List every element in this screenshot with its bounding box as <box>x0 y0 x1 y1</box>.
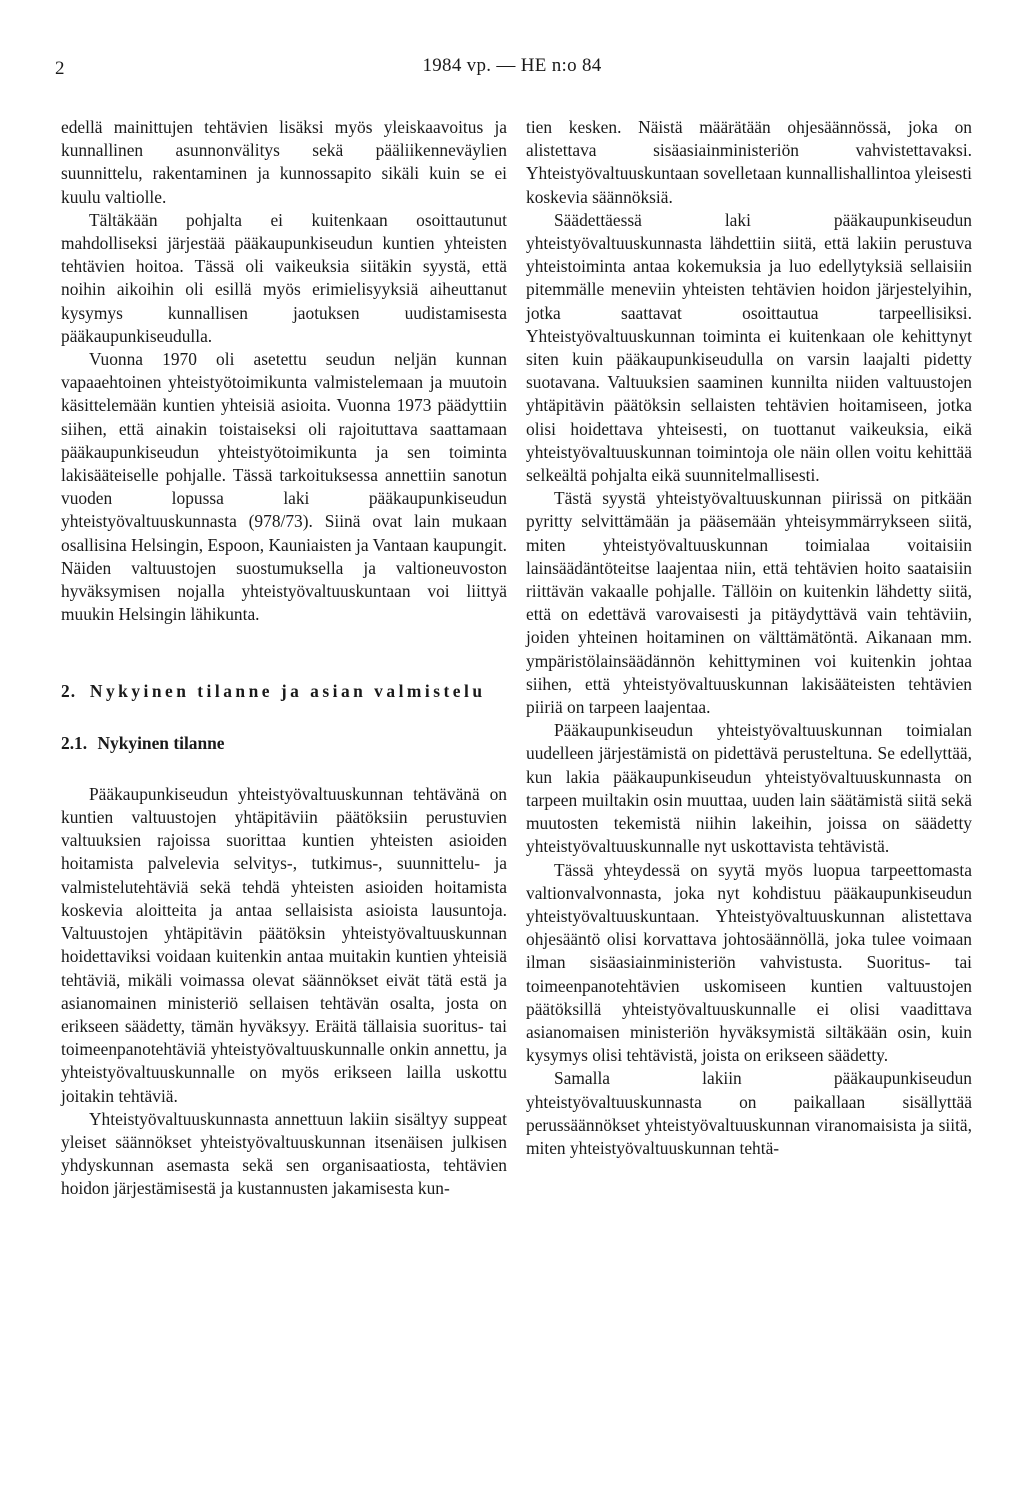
paragraph: tien kesken. Näistä määrätään ohjesäännössä, joka on alistettava sisäasiainministeriön vahvistettavaksi. Yhteistyövaltuuskuntaan sovelletaan kunnallishallintoa yleisesti koskevia säännöksiä. <box>526 117 972 207</box>
paragraph: Säädettäessä laki pääkaupunkiseudun yhteistyövaltuuskunnasta lähdettiin siitä, että lakiin perustuva yhteistoiminta antaa kokemuksia ja luo edellytyksiä sellaisiin pitemmälle meneviin yhteisten tehtävien hoidon järjestelyihin, jotka saattavat osoittautua tarpeellisiksi. Yhteistyövaltuuskunnan toiminta ei kuitenkaan ole kehittynyt siten kuin pääkaupunkiseudulla on varsin laajalti pidetty suotavana. Valtuuksien saaminen kunnilta niiden valtuustojen yhtäpitävin päätöksin sellaisten tehtävien hoitamiseen, jotka olisi hoidettava yhteisesti, on tuottanut vaikeuksia, eikä yhteistyövaltuuskunnan toimintoja ole näin ollen voitu kehittää selkeältä pohjalta eikä suunnitelmallisesti. <box>526 209 972 486</box>
paragraph: Tästä syystä yhteistyövaltuuskunnan piirissä on pitkään pyritty selvittämään ja pääsemään yhteisymmärrykseen siitä, miten yhteistyövaltuuskunnan toimialaa voitaisiin lainsäädäntöteitse laajentaa niin, että tehtävien hoito saataisiin riittävän vakaalle pohjalle. Tällöin on kuitenkin lähdetty siitä, että on edettävä varovaisesti ja pitäydyttävä vain tehtäviin, joiden yhteinen hoitaminen on välttämätöntä. Aikanaan mm. ympäristölainsäädännön kehittyminen voi kuitenkin johtaa siihen, että yhteistyövaltuuskunnan lakisääteisten tehtävien piiriä on tarpeen laajentaa. <box>526 488 972 718</box>
paragraph: Vuonna 1970 oli asetettu seudun neljän kunnan vapaaehtoinen yhteistyötoimikunta valmistelemaan ja muutoin käsittelemään kuntien yhteisiä asioita. Vuonna 1973 päädyttiin siihen, että ainakin toistaiseksi oli rajoituttava saattamaan pääkaupunkiseudun yhteistyötoimikunta ja sen toiminta lakisääteiselle pohjalle. Tässä tarkoituksessa annettiin sanotun vuoden lopussa laki pääkaupunkiseudun yhteistyövaltuuskunnasta (978/73). Siinä ovat lain mukaan osallisina Helsingin, Espoon, Kauniaisten ja Vantaan kaupungit. Näiden valtuustojen suostumuksella ja valtioneuvoston hyväksymisen nojalla yhteistyövaltuuskuntaan voi liittyä muukin Helsingin lähikunta. <box>61 349 507 625</box>
section-title: Nykyinen tilanne ja asian valmistelu <box>89 681 486 702</box>
paragraph: Pääkaupunkiseudun yhteistyövaltuuskunnan toimialan uudelleen järjestämistä on pidettävä perusteltuna. Se edellyttää, kun lakia pääkaupunkiseudun yhteistyövaltuuskunnasta on tarpeen muiltakin osin muuttaa, uuden lain säätämistä siitä sekä muutosten tekemistä niihin lakeihin, joissa on säädetty yhteistyövaltuuskunnalle nyt uskottavista tehtävistä. <box>526 720 972 857</box>
subsection-number: 2.1. <box>61 732 88 753</box>
paragraph: Samalla lakiin pääkaupunkiseudun yhteistyövaltuuskunnasta on paikallaan sisällyttää perussäännökset yhteistyövaltuuskunnan viranomaisista ja siitä, miten yhteistyövaltuuskunnan tehtä- <box>526 1068 972 1158</box>
paragraph: edellä mainittujen tehtävien lisäksi myös yleiskaavoitus ja kunnallinen asunnonvälitys sekä pääliikenneväylien suunnittelu, rakentaminen ja kunnossapito sikäli kuin se ei kuulu valtiolle. <box>61 117 507 207</box>
paragraph: Tässä yhteydessä on syytä myös luopua tarpeettomasta valtionvalvonnasta, joka nyt kohdistuu pääkaupunkiseudun yhteistyövaltuuskuntaan. Yhteistyövaltuuskunnan alistettava ohjesääntö olisi korvattava johtosäännöllä, joka tulee voimaan ilman sisäasiainministeriön vahvistusta. Suoritus- tai toimeenpanotehtävien uskomiseen kuntien valtuustojen päätöksillä yhteistyövaltuuskunnalle ei olisi vaadittava asianomaisen ministeriön hyväksymistä siltäkään osin, kuin kysymys olisi tehtävistä, joista on erikseen säädetty. <box>526 859 972 1066</box>
right-column <box>526 116 972 1160</box>
subsection-heading <box>61 732 507 755</box>
section-heading <box>61 680 507 703</box>
subsection-title: Nykyinen tilanne <box>97 732 225 753</box>
page-number: 2 <box>55 58 65 79</box>
paragraph: Yhteistyövaltuuskunnasta annettuun lakiin sisältyy suppeat yleiset säännökset yhteistyövaltuuskunnan itsenäisen julkisen yhdyskunnan asemasta sekä sen organisaatiosta, tehtävien hoidon järjestämisestä ja kustannusten jakamisesta kun- <box>61 1108 507 1199</box>
left-column <box>61 116 507 1201</box>
paragraph: Pääkaupunkiseudun yhteistyövaltuuskunnan tehtävänä on kuntien valtuustojen yhtäpitäviin päätöksiin perustuvien valtuuksien rajoissa suorittaa kuntien yhteisten asioiden hoitamista palvelevia selvitys-, tutkimus-, suunnittelu- ja valmistelutehtäviä sekä tehdä yhteisten asioiden hoitamista koskevia aloitteita ja antaa sellaisista asioista lausuntoja. Valtuustojen yhtäpitävin päätöksin yhteistyövaltuuskunnan hoidettaviksi voidaan kuitenkin antaa muitakin kuntien yhteisiä tehtäviä, mikäli voimassa olevat säännökset eivät tätä estä ja asianomainen ministeriö sellaisen tehtävän osalta, josta on erikseen säädetty, tämän hyväksyy. Eräitä tällaisia suoritus- tai toimeenpanotehtäviä yhteistyövaltuuskunnalle onkin annettu, ja yhteistyövaltuuskunnalle on myös erikseen lailla uskottu joitakin tehtäviä. <box>61 783 507 1106</box>
section-number: 2. <box>61 681 77 702</box>
running-head: 1984 vp. — HE n:o 84 <box>422 55 602 76</box>
paragraph: Tältäkään pohjalta ei kuitenkaan osoittautunut mahdolliseksi järjestää pääkaupunkiseudun kuntien yhteisten tehtävien hoitoa. Tässä oli vaikeuksia siitäkin syystä, että noihin aikoihin oli esillä myös erimielisyyksiä aiheuttanut kysymys kunnallisen jaotuksen uudistamisesta pääkaupunkiseudulla. <box>61 209 507 346</box>
